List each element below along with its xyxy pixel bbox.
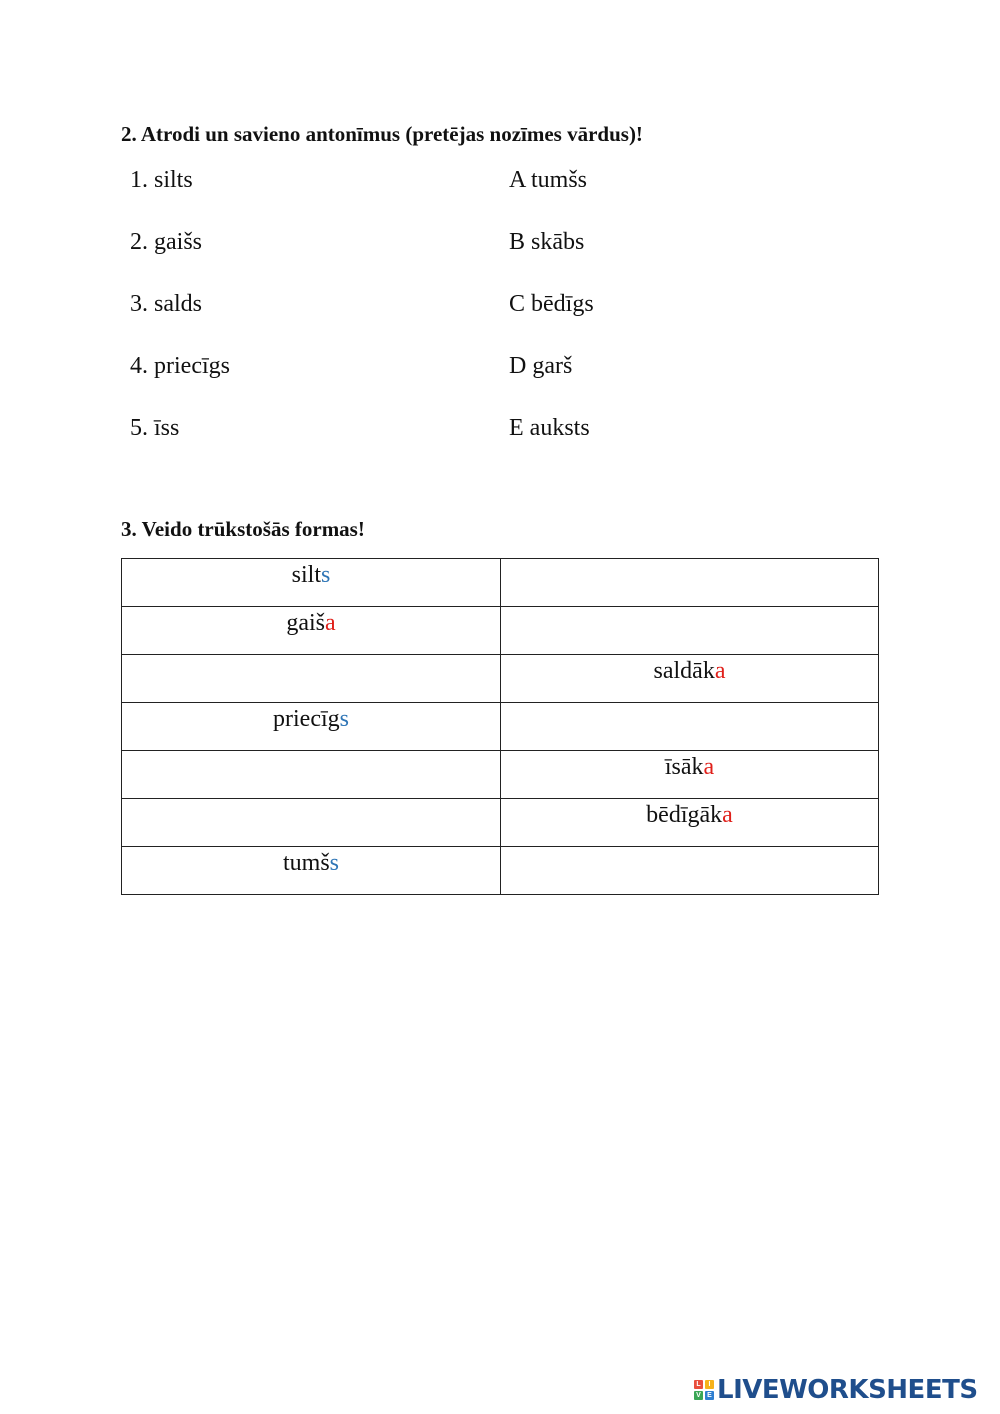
- antonym-right-word: D garš: [509, 353, 573, 379]
- logo-mark-letter: L: [694, 1380, 703, 1389]
- word-forms-row: [122, 847, 879, 895]
- word-forms-row: [122, 559, 879, 607]
- antonym-row: [0, 165, 1000, 195]
- liveworksheets-logo: [694, 1375, 978, 1405]
- base-form-cell: [122, 607, 501, 655]
- antonym-row: [0, 413, 1000, 443]
- word-ending: s: [321, 562, 331, 588]
- word-stem: priecīg: [273, 706, 340, 732]
- antonym-left-word: 3. salds: [130, 291, 202, 317]
- word-ending: a: [714, 658, 726, 684]
- word-stem: tumš: [282, 850, 330, 876]
- antonym-left-word: 5. īss: [130, 415, 180, 441]
- base-form-cell[interactable]: [122, 751, 501, 799]
- word-ending: s: [329, 850, 340, 876]
- exercise-2-heading: 2. Atrodi un savieno antonīmus (pretējas nozīmes vārdus)!: [121, 122, 643, 146]
- comparative-form-cell: [501, 751, 879, 799]
- comparative-form-cell[interactable]: [501, 607, 879, 655]
- base-form-cell[interactable]: [122, 655, 501, 703]
- comparative-form-cell[interactable]: [501, 559, 879, 607]
- antonym-right-word: B skābs: [509, 229, 585, 255]
- logo-text: LIVEWORKSHEETS: [717, 1375, 978, 1405]
- logo-mark-letter: I: [705, 1380, 714, 1389]
- word-forms-row: [122, 751, 879, 799]
- word-stem: silt: [291, 562, 321, 588]
- antonym-row: [0, 227, 1000, 257]
- base-form-cell: [122, 847, 501, 895]
- word-forms-row: [122, 607, 879, 655]
- logo-mark-letter: V: [694, 1391, 703, 1400]
- comparative-form-cell[interactable]: [501, 703, 879, 751]
- word-ending: a: [722, 802, 733, 828]
- word-ending: s: [339, 706, 349, 732]
- liveworksheets-logo-icon: [694, 1380, 714, 1400]
- antonym-right-word: E auksts: [509, 415, 590, 441]
- word-ending: a: [325, 610, 336, 636]
- base-form-cell[interactable]: [122, 799, 501, 847]
- word-forms-row: [122, 799, 879, 847]
- exercise-3-heading: 3. Veido trūkstošās formas!: [121, 517, 365, 541]
- word-ending: a: [703, 754, 715, 780]
- base-form-cell: [122, 559, 501, 607]
- antonym-right-word: C bēdīgs: [509, 291, 594, 317]
- word-stem: gaiš: [286, 610, 325, 636]
- antonym-left-word: 2. gaišs: [130, 229, 202, 255]
- antonym-row: [0, 289, 1000, 319]
- comparative-form-cell[interactable]: [501, 847, 879, 895]
- word-forms-row: [122, 703, 879, 751]
- comparative-form-cell: [501, 799, 879, 847]
- antonym-left-word: 1. silts: [130, 167, 193, 193]
- word-forms-row: [122, 655, 879, 703]
- word-forms-table: [121, 558, 879, 895]
- word-stem: saldāk: [653, 658, 715, 684]
- base-form-cell: [122, 703, 501, 751]
- antonym-row: [0, 351, 1000, 381]
- comparative-form-cell: [501, 655, 879, 703]
- antonym-right-word: A tumšs: [509, 167, 588, 193]
- logo-mark-letter: E: [705, 1391, 714, 1400]
- word-stem: īsāk: [664, 754, 704, 780]
- word-stem: bēdīgāk: [646, 802, 723, 828]
- antonym-left-word: 4. priecīgs: [130, 353, 230, 379]
